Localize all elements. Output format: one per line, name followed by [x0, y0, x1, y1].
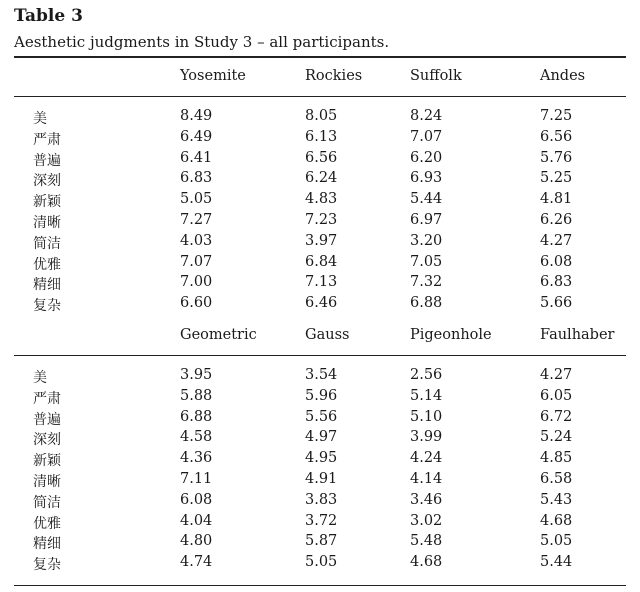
row-label: 精细: [33, 536, 61, 553]
table-cell: 4.03: [180, 232, 213, 249]
table-cell: 7.07: [410, 128, 443, 145]
table-cell: 5.14: [410, 387, 443, 404]
column-header: Yosemite: [180, 68, 246, 84]
table-cell: 3.97: [305, 232, 338, 249]
row-label: 优雅: [33, 256, 61, 273]
table-cell: 5.25: [540, 170, 573, 187]
column-header: Geometric: [180, 327, 257, 343]
table-cell: 4.24: [410, 450, 443, 467]
table-cell: 6.08: [180, 491, 213, 508]
table-cell: 5.05: [180, 191, 213, 208]
row-label: 复杂: [33, 557, 61, 574]
table-cell: 2.56: [410, 367, 443, 383]
row-label: 严肃: [33, 131, 61, 148]
table-cell: 8.05: [305, 108, 338, 124]
row-label: 普遍: [33, 152, 61, 169]
table-cell: 6.88: [180, 408, 213, 425]
row-label: 美: [33, 111, 47, 127]
table-cell: 7.07: [180, 253, 213, 270]
table-cell: 3.99: [410, 429, 443, 446]
table-cell: 7.05: [410, 253, 443, 270]
table-cell: 8.49: [180, 108, 213, 124]
table-cell: 7.32: [410, 274, 443, 291]
table-cell: 4.36: [180, 450, 213, 467]
header-rule-1: [14, 96, 626, 97]
table-cell: 6.84: [305, 253, 338, 270]
table-cell: 5.44: [410, 191, 443, 208]
table-cell: 5.66: [540, 295, 573, 312]
table-cell: 4.91: [305, 471, 338, 487]
table-cell: 4.95: [305, 450, 338, 467]
table-cell: 5.05: [305, 554, 338, 571]
row-label: 深刻: [33, 173, 61, 190]
table-cell: 5.76: [540, 149, 573, 166]
table-title: Table 3: [14, 6, 83, 26]
table-cell: 4.27: [540, 367, 573, 383]
table-cell: 4.68: [540, 512, 573, 529]
column-header: Rockies: [305, 68, 363, 84]
table-cell: 4.14: [410, 471, 443, 487]
table-cell: 5.43: [540, 491, 573, 508]
table-cell: 7.00: [180, 274, 213, 291]
table-cell: 6.05: [540, 387, 573, 404]
table-cell: 6.08: [540, 253, 573, 270]
table-cell: 6.97: [410, 212, 443, 228]
column-header: Gauss: [305, 327, 350, 343]
table-cell: 4.68: [410, 554, 443, 571]
table-cell: 6.60: [180, 295, 213, 312]
table-cell: 4.58: [180, 429, 213, 446]
row-label: 深刻: [33, 432, 61, 449]
row-label: 简洁: [33, 494, 61, 511]
table-cell: 6.46: [305, 295, 338, 312]
column-header: Andes: [540, 68, 586, 84]
table-cell: 7.11: [180, 471, 213, 487]
table-cell: 6.20: [410, 149, 443, 166]
table-cell: 6.56: [540, 128, 573, 145]
row-label: 严肃: [33, 390, 61, 407]
column-header: Suffolk: [410, 68, 462, 84]
row-label: 新颖: [33, 194, 61, 211]
row-label: 优雅: [33, 515, 61, 532]
table-cell: 6.93: [410, 170, 443, 187]
table-cell: 5.10: [410, 408, 443, 425]
table-cell: 6.26: [540, 212, 573, 228]
row-label: 精细: [33, 277, 61, 294]
table-cell: 4.04: [180, 512, 213, 529]
table-cell: 7.25: [540, 108, 573, 124]
table-cell: 3.46: [410, 491, 443, 508]
row-label: 清晰: [33, 215, 61, 231]
table-cell: 6.88: [410, 295, 443, 312]
table-caption: Aesthetic judgments in Study 3 – all participants.: [14, 33, 390, 51]
table-cell: 7.23: [305, 212, 338, 228]
table-cell: 3.54: [305, 367, 338, 383]
row-label: 普遍: [33, 411, 61, 428]
top-rule: [14, 56, 626, 58]
table-cell: 5.96: [305, 387, 338, 404]
table-cell: 8.24: [410, 108, 443, 124]
table-cell: 4.83: [305, 191, 338, 208]
header-rule-2: [14, 355, 626, 356]
table-cell: 5.48: [410, 533, 443, 550]
table-cell: 6.24: [305, 170, 338, 187]
table-cell: 3.20: [410, 232, 443, 249]
column-header: Faulhaber: [540, 327, 615, 343]
table-cell: 5.88: [180, 387, 213, 404]
table-cell: 7.13: [305, 274, 338, 291]
table-cell: 4.81: [540, 191, 573, 208]
table-cell: 6.41: [180, 149, 213, 166]
column-header: Pigeonhole: [410, 327, 492, 343]
table-cell: 5.24: [540, 429, 573, 446]
table-cell: 7.27: [180, 212, 213, 228]
table-cell: 4.97: [305, 429, 338, 446]
table-cell: 5.56: [305, 408, 338, 425]
table-cell: 3.83: [305, 491, 338, 508]
table-cell: 4.74: [180, 554, 213, 571]
bottom-rule: [14, 585, 626, 586]
row-label: 清晰: [33, 474, 61, 490]
table-cell: 6.49: [180, 128, 213, 145]
table-cell: 3.72: [305, 512, 338, 529]
table-cell: 3.02: [410, 512, 443, 529]
row-label: 美: [33, 370, 47, 386]
table-cell: 6.83: [180, 170, 213, 187]
row-label: 简洁: [33, 235, 61, 252]
table-cell: 4.85: [540, 450, 573, 467]
table-cell: 6.58: [540, 471, 573, 487]
table-cell: 3.95: [180, 367, 213, 383]
table-cell: 5.44: [540, 554, 573, 571]
table-cell: 6.56: [305, 149, 338, 166]
table-cell: 4.27: [540, 232, 573, 249]
table-cell: 5.05: [540, 533, 573, 550]
row-label: 新颖: [33, 453, 61, 470]
row-label: 复杂: [33, 298, 61, 315]
table-cell: 4.80: [180, 533, 213, 550]
table-cell: 6.13: [305, 128, 338, 145]
table-cell: 5.87: [305, 533, 338, 550]
table-cell: 6.83: [540, 274, 573, 291]
table-cell: 6.72: [540, 408, 573, 425]
